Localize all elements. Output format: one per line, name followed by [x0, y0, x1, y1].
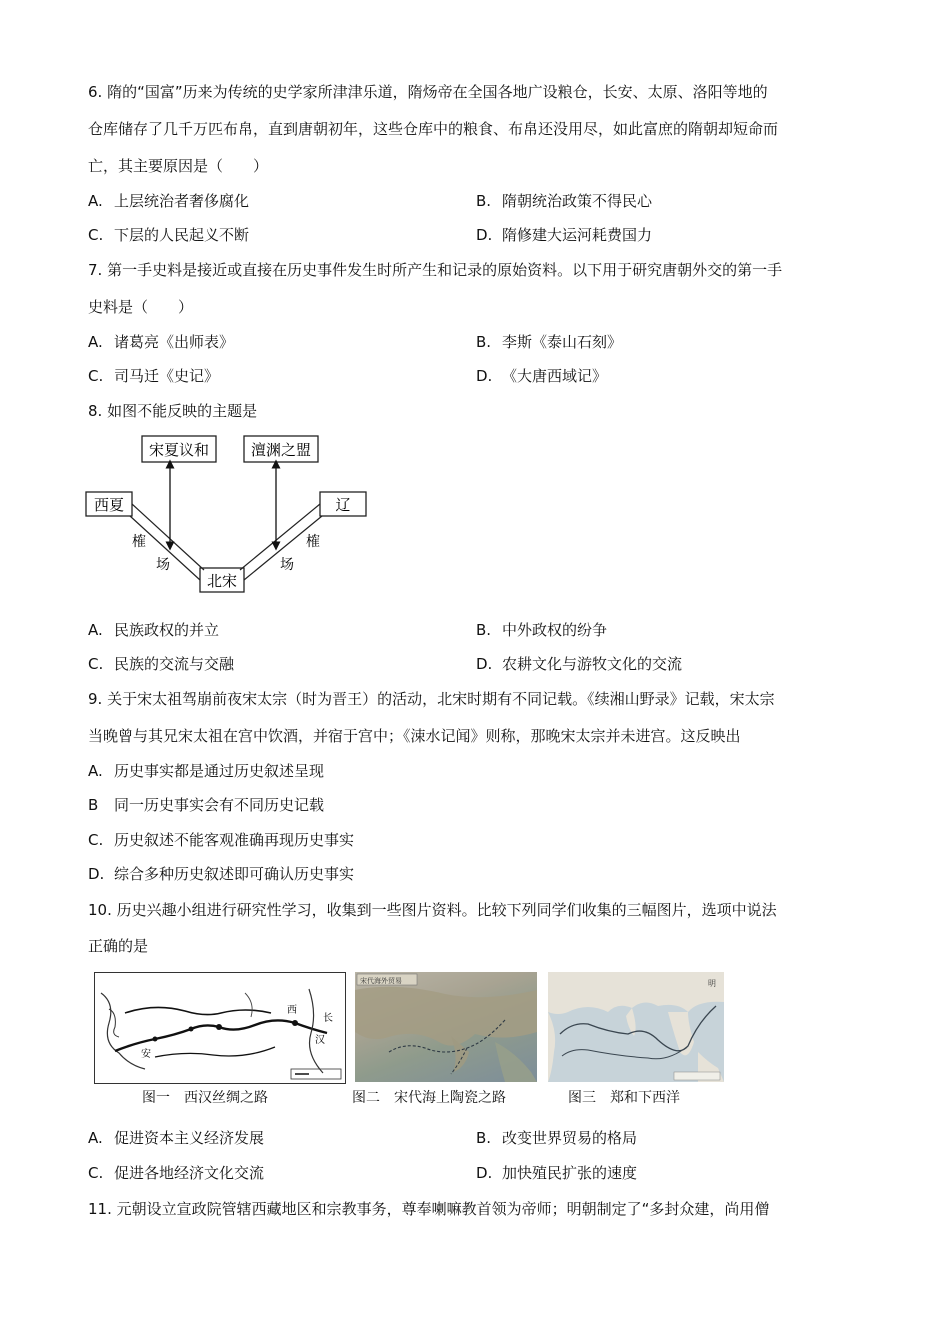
route-south: [155, 1047, 275, 1057]
box-beisong-label: 北宋: [206, 572, 238, 590]
q10-stem-line1: 10. 历史兴趣小组进行研究性学习，收集到一些图片资料。比较下列同学们收集的三幅图片，选项中说法: [88, 901, 777, 919]
land-mass: [495, 1042, 537, 1082]
q7-stem-line2: 史料是（ ）: [88, 298, 194, 316]
option-text: 司马迁《史记》: [114, 367, 220, 385]
map-label: 长: [323, 1013, 333, 1024]
q10-option-d[interactable]: [476, 1162, 637, 1184]
option-text: 诸葛亮《出师表》: [114, 333, 235, 351]
q6-stem-line1: 6. 隋的“国富”历来为传统的史学家所津津乐道，隋炀帝在全国各地广设粮仓，长安、太原、洛阳等地的: [88, 83, 768, 101]
q8-option-b[interactable]: [476, 619, 607, 641]
option-text: 隋朝统治政策不得民心: [502, 192, 653, 210]
option-letter: B.: [476, 192, 492, 210]
map-legend: [674, 1072, 720, 1080]
option-text: 历史叙述不能客观准确再现历史事实: [114, 831, 355, 849]
q8-option-d[interactable]: [476, 653, 682, 675]
silk-road-drawing: [95, 973, 345, 1083]
q7-stem-line1: 7. 第一手史料是接近或直接在历史事件发生时所产生和记录的原始资料。以下用于研究唐朝外交的第一手: [88, 261, 783, 279]
option-text: 促进资本主义经济发展: [114, 1129, 265, 1147]
option-text: 加快殖民扩张的速度: [502, 1164, 638, 1182]
option-letter: C.: [88, 367, 104, 385]
option-letter: A.: [88, 762, 103, 780]
option-letter: B: [88, 796, 99, 814]
land-mass: [548, 1012, 555, 1082]
box-song-xia-label: 宋夏议和: [148, 441, 210, 459]
option-letter: B.: [476, 621, 492, 639]
option-text: 改变世界贸易的格局: [502, 1129, 638, 1147]
q9-stem-line1: 9. 关于宋太祖驾崩前夜宋太宗（时为晋王）的活动，北宋时期有不同记载。《续湘山野录》记载，宋太宗: [88, 690, 775, 708]
option-letter: B.: [476, 333, 492, 351]
q8-diagram: [80, 428, 380, 604]
q9-option-b[interactable]: [88, 794, 324, 816]
map-label: 汉: [315, 1035, 325, 1046]
option-letter: A.: [88, 333, 103, 351]
figure3-caption: 图三 郑和下西洋: [568, 1090, 680, 1106]
figure-silk-road-map: [94, 972, 346, 1084]
city-marker: [216, 1024, 222, 1030]
figure-maritime-porcelain-map: [355, 972, 537, 1082]
q9-option-c[interactable]: [88, 829, 354, 851]
figure1-caption: 图一 西汉丝绸之路: [142, 1090, 268, 1106]
right-chang-label: 场: [280, 557, 294, 573]
land-mass: [355, 987, 537, 1046]
option-letter: C.: [88, 1164, 104, 1182]
option-letter: A.: [88, 192, 103, 210]
option-text: 促进各地经济文化交流: [114, 1164, 265, 1182]
option-letter: D.: [476, 1164, 493, 1182]
city-marker: [292, 1020, 298, 1026]
q11-stem-line1: 11. 元朝设立宣政院管辖西藏地区和宗教事务，尊奉喇嘛教首领为帝师；明朝制定了“多封众建，尚用僧: [88, 1200, 770, 1218]
q6-option-a[interactable]: [88, 190, 249, 212]
option-text: 李斯《泰山石刻》: [502, 333, 623, 351]
option-text: 民族的交流与交融: [114, 655, 235, 673]
q9-option-a[interactable]: [88, 760, 324, 782]
zhenghe-drawing: [548, 972, 724, 1082]
right-que-label: 榷: [306, 534, 320, 550]
q7-option-b[interactable]: [476, 331, 622, 353]
option-text: 隋修建大运河耗费国力: [502, 226, 653, 244]
box-liao-label: 辽: [335, 496, 351, 514]
map-label: 明: [708, 979, 716, 988]
option-letter: C.: [88, 226, 104, 244]
map-label: 安: [141, 1049, 151, 1060]
porcelain-road-drawing: [355, 972, 537, 1082]
q7-option-c[interactable]: [88, 365, 219, 387]
option-letter: D.: [88, 865, 105, 883]
left-que-label: 榷: [132, 534, 146, 550]
coastline: [101, 993, 145, 1069]
q7-option-a[interactable]: [88, 331, 234, 353]
route-north: [125, 1007, 271, 1014]
city-marker: [189, 1027, 194, 1032]
option-letter: D.: [476, 367, 493, 385]
option-letter: A.: [88, 621, 103, 639]
q6-option-d[interactable]: [476, 224, 652, 246]
option-text: 同一历史事实会有不同历史记载: [114, 796, 325, 814]
box-xixia-label: 西夏: [93, 496, 125, 514]
option-letter: D.: [476, 226, 493, 244]
option-text: 上层统治者奢侈腐化: [114, 192, 250, 210]
q10-stem-line2: 正确的是: [88, 937, 149, 955]
city-marker: [153, 1037, 158, 1042]
option-text: 民族政权的并立: [114, 621, 220, 639]
figure-zhenghe-map: [548, 972, 724, 1082]
q9-option-d[interactable]: [88, 863, 354, 885]
option-letter: B.: [476, 1129, 492, 1147]
option-text: 下层的人民起义不断: [114, 226, 250, 244]
q8-option-a[interactable]: [88, 619, 219, 641]
q8-option-c[interactable]: [88, 653, 234, 675]
option-text: 农耕文化与游牧文化的交流: [502, 655, 683, 673]
figure2-caption: 图二 宋代海上陶瓷之路: [352, 1090, 506, 1106]
option-letter: C.: [88, 655, 104, 673]
option-text: 《大唐西域记》: [502, 367, 608, 385]
map-title: 宋代海外贸易: [360, 977, 402, 985]
q10-option-b[interactable]: [476, 1127, 637, 1149]
q10-option-c[interactable]: [88, 1162, 264, 1184]
option-letter: D.: [476, 655, 493, 673]
q8-stem: 8. 如图不能反映的主题是: [88, 402, 258, 420]
option-text: 中外政权的纷争: [502, 621, 608, 639]
q7-option-d[interactable]: [476, 365, 607, 387]
river-2: [245, 993, 252, 1017]
q6-option-c[interactable]: [88, 224, 249, 246]
option-letter: A.: [88, 1129, 103, 1147]
q6-stem-line3: 亡，其主要原因是（ ）: [88, 157, 269, 175]
option-letter: C.: [88, 831, 104, 849]
option-text: 历史事实都是通过历史叙述呈现: [114, 762, 325, 780]
q9-stem-line2: 当晚曾与其兄宋太祖在宫中饮酒，并宿于宫中；《涑水记闻》则称，那晚宋太宗并未进宫。这反映出: [88, 727, 741, 745]
q6-option-b[interactable]: [476, 190, 652, 212]
option-text: 综合多种历史叙述即可确认历史事实: [114, 865, 355, 883]
left-chang-label: 场: [156, 557, 170, 573]
land-mass: [548, 972, 724, 1014]
box-chanyuan-label: 澶渊之盟: [250, 441, 312, 459]
q6-stem-line2: 仓库储存了几千万匹布帛，直到唐朝初年，这些仓库中的粮食、布帛还没用尽，如此富庶的隋朝却短命而: [88, 120, 779, 138]
map-label: 西: [287, 1005, 297, 1016]
q10-option-a[interactable]: [88, 1127, 264, 1149]
